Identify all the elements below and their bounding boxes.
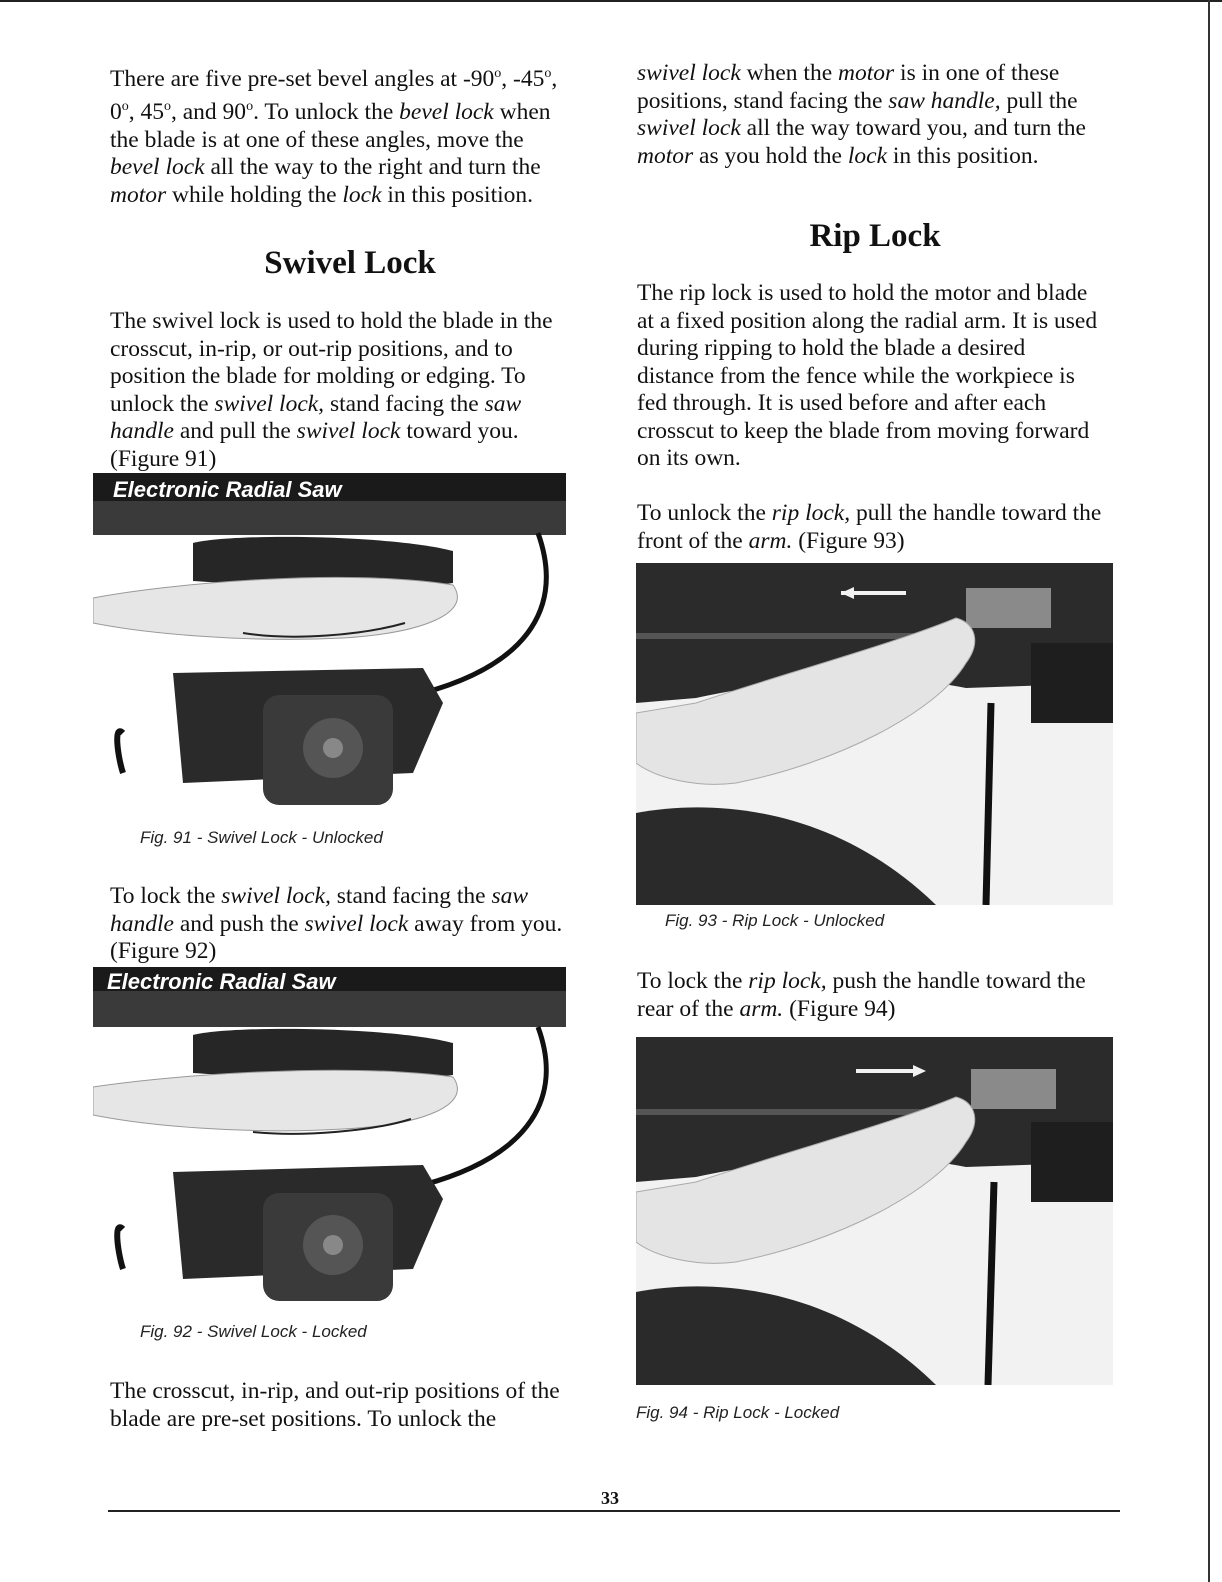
italic-term: rip lock,	[771, 500, 851, 526]
italic-term: arm.	[739, 995, 784, 1022]
text-run: when the	[740, 60, 839, 86]
text-run: in this position.	[887, 142, 1039, 169]
text-run: The swivel lock is used to hold the blade in the crosscut, in-rip, or out-rip positions, and to position the blade for molding or edging. To unlock the	[110, 308, 553, 417]
swivel-lock-heading: Swivel Lock	[264, 245, 436, 281]
italic-term: arm.	[748, 527, 793, 554]
text-run: when the blade is at one of these angles, move the	[110, 99, 551, 153]
text-run: , 45	[128, 99, 164, 126]
italic-term: swivel lock,	[221, 883, 331, 909]
italic-term: bevel lock	[110, 154, 205, 181]
text-run: There are five pre-set bevel angles at -90	[110, 65, 495, 92]
text-run: and pull the	[173, 418, 297, 444]
text-run: away from you. (Figure 92)	[110, 910, 563, 964]
figure-91-banner: Electronic Radial Saw	[113, 477, 342, 502]
rip-lock-heading: Rip Lock	[809, 218, 941, 254]
text-run: To lock the	[637, 968, 749, 994]
text-run: , and 90	[171, 99, 247, 126]
text-run: and push the	[173, 910, 305, 937]
text-run: The crosscut, in-rip, and out-rip positions of the blade are pre-set positions. To unlock the	[110, 1378, 560, 1432]
italic-term: motor	[637, 142, 694, 169]
figure-93-caption: Fig. 93 - Rip Lock - Unlocked	[665, 911, 885, 930]
text-run: (Figure 94)	[783, 995, 896, 1022]
figure-92-photo	[93, 967, 566, 1315]
italic-term: saw handle	[110, 883, 529, 937]
italic-term: swivel lock	[637, 115, 741, 141]
degree-mark: o	[164, 99, 171, 115]
italic-term: swivel lock,	[214, 390, 325, 417]
figure-92-banner: Electronic Radial Saw	[107, 969, 336, 994]
italic-term: lock	[342, 181, 382, 208]
figure-93-photo	[636, 563, 1113, 905]
figure-91-caption: Fig. 91 - Swivel Lock - Unlocked	[140, 828, 383, 847]
italic-term: saw handle	[110, 390, 522, 444]
bevel-angles-paragraph	[110, 60, 572, 209]
page-number: 33	[601, 1488, 619, 1508]
text-run: To unlock the	[637, 500, 772, 526]
rip-lock-lock-paragraph	[637, 968, 1107, 1023]
text-run: toward you. (Figure 91)	[110, 418, 519, 472]
text-run: all the way to the right and turn the	[204, 154, 541, 181]
figure-94-photo	[636, 1037, 1113, 1385]
text-run: The rip lock is used to hold the motor and blade at a fixed position along the radial arm. It is used during ripping to hold the blade a desired distance from the fence while the workpiece is fed through. It is used before and after each crosscut to keep the blade from moving forward on its own.	[637, 280, 1098, 471]
italic-term: motor	[838, 60, 895, 86]
degree-mark: o	[246, 99, 254, 115]
text-run: pull the	[1000, 87, 1078, 114]
text-run: while holding the	[166, 181, 343, 208]
italic-term: swivel lock	[304, 910, 409, 937]
swivel-lock-paragraph	[110, 308, 572, 473]
text-run: , 0	[110, 65, 558, 126]
swivel-lock-lock-paragraph	[110, 883, 572, 966]
rip-lock-unlock-paragraph	[637, 500, 1107, 555]
preset-positions-paragraph	[110, 1378, 580, 1433]
footer-rule	[108, 1510, 1120, 1512]
page-right-border	[1208, 0, 1210, 1582]
text-run: To lock the	[110, 883, 222, 909]
text-run: stand facing the	[324, 390, 485, 417]
degree-mark: o	[121, 99, 129, 115]
text-run: , -45	[501, 65, 545, 92]
italic-term: swivel lock	[296, 418, 401, 444]
italic-term: bevel lock	[399, 99, 494, 126]
text-run: pull the handle toward the front of the	[637, 500, 1102, 554]
figure-91-photo	[93, 473, 566, 823]
degree-mark: o	[494, 66, 502, 81]
rip-lock-paragraph	[637, 280, 1107, 473]
text-run: . To unlock the	[253, 99, 400, 126]
text-run: is in one of these positions, stand facing the	[637, 60, 1060, 114]
text-run: all the way toward you, and turn the	[740, 115, 1086, 141]
italic-term: saw handle,	[888, 87, 1001, 114]
italic-term: lock	[847, 142, 887, 169]
text-run: stand facing the	[330, 883, 492, 909]
figure-94-caption: Fig. 94 - Rip Lock - Locked	[636, 1403, 840, 1422]
italic-term: swivel lock	[637, 60, 741, 86]
page-top-border	[0, 0, 1222, 2]
swivel-continue-paragraph	[637, 60, 1095, 170]
italic-term: rip lock,	[748, 968, 827, 994]
figure-92-caption: Fig. 92 - Swivel Lock - Locked	[140, 1322, 367, 1341]
text-run: (Figure 93)	[792, 527, 905, 554]
text-run: push the handle toward the rear of the	[637, 968, 1086, 1022]
italic-term: motor	[110, 181, 167, 208]
degree-mark: o	[544, 66, 552, 81]
text-run: in this position.	[381, 181, 533, 208]
text-run: as you hold the	[693, 142, 848, 169]
